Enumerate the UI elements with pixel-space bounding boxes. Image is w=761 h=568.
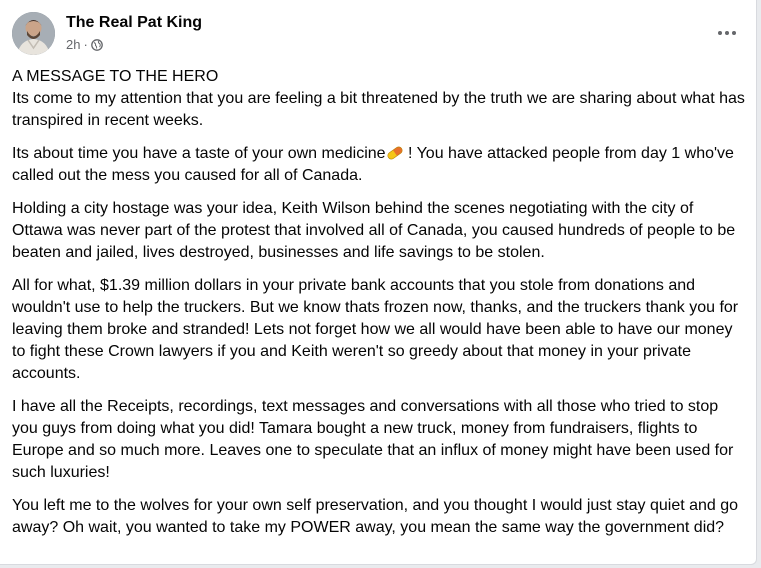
author-name[interactable]: The Real Pat King xyxy=(66,14,203,31)
post-paragraph: Holding a city hostage was your idea, Keith Wilson behind the scenes negotiating with the city of Ottawa was never part of the protest that involved all of Canada, you caused hundreds of people to be beaten and jailed, lives destroyed, businesses and life savings to be stolen. xyxy=(12,200,736,261)
meta-separator: · xyxy=(83,37,88,52)
post-title: A MESSAGE TO THE HERO xyxy=(12,68,219,85)
post-paragraph-text: Its about time you have a taste of your own medicine xyxy=(12,145,386,162)
post-paragraph: I have all the Receipts, recordings, text messages and conversations with all those who tried to stop you guys from doing what you did! Tamara bought a new truck, money from fundraisers, flights to Europe and so much more. Leaves one to speculate that an influx of money might have been used for such luxuries! xyxy=(12,398,734,481)
post-paragraph: You left me to the wolves for your own self preservation, and you thought I would just stay quiet and go away? Oh wait, you wanted to take my POWER away, you mean the same way the government did? xyxy=(12,497,739,536)
post-paragraph: Its come to my attention that you are feeling a bit threatened by the truth we are sharing about what has transpired in recent weeks. xyxy=(12,90,745,129)
post-paragraph-text: ! You have attacked people from day 1 who've called out the mess you caused for all of Canada. xyxy=(12,145,734,184)
post-timestamp[interactable]: 2h xyxy=(66,37,81,52)
globe-icon xyxy=(91,39,103,51)
post-body xyxy=(12,66,747,550)
profile-avatar[interactable] xyxy=(12,12,55,55)
more-options-icon[interactable] xyxy=(712,23,742,43)
pill-emoji-icon xyxy=(386,145,404,159)
post-paragraph xyxy=(12,143,747,187)
post-meta xyxy=(66,37,103,53)
post-header xyxy=(12,11,742,57)
post-paragraph: All for what, $1.39 million dollars in your private bank accounts that you stole from donations and wouldn't use to help the truckers. But we know thats frozen now, thanks, and the truckers thank you for leaving them broke and stranded! Lets not forget how we all would have been able to have our money to fight these Crown lawyers if you and Keith weren't so greedy about that money in your private accounts. xyxy=(12,277,739,382)
